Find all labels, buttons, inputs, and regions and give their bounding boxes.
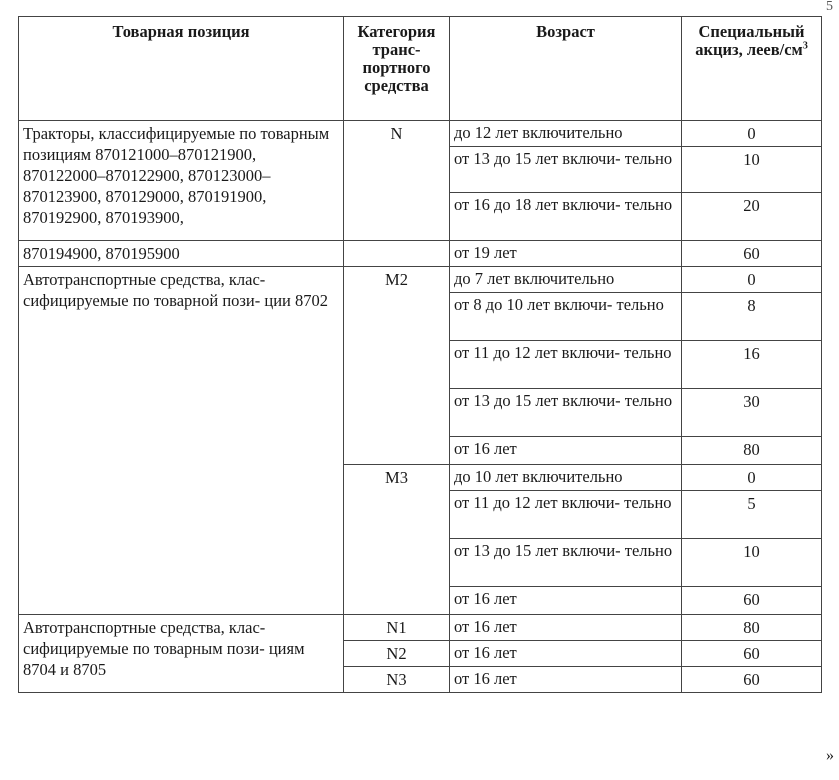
age-cell: от 16 лет — [450, 437, 682, 465]
category-cell-empty — [344, 241, 450, 267]
excise-value-cell: 8 — [682, 293, 822, 341]
closing-quote: » — [826, 747, 834, 764]
header-row — [19, 17, 822, 121]
excise-table — [18, 16, 822, 693]
age-cell: от 16 лет — [450, 587, 682, 615]
excise-value-cell: 0 — [682, 267, 822, 293]
page-number: 5 — [826, 0, 833, 14]
table-row — [19, 267, 822, 293]
category-cell: M2 — [344, 267, 450, 465]
excise-value-cell: 10 — [682, 147, 822, 193]
header-position: Товарная позиция — [19, 17, 344, 121]
age-cell: от 16 лет — [450, 667, 682, 693]
header-excise-text: Специальный акциз, леев/см — [695, 22, 805, 59]
age-cell: от 13 до 15 лет включи- тельно — [450, 539, 682, 587]
category-cell: M3 — [344, 465, 450, 615]
header-excise — [682, 17, 822, 121]
excise-value-cell: 60 — [682, 241, 822, 267]
table-row — [19, 121, 822, 147]
age-cell: до 12 лет включительно — [450, 121, 682, 147]
header-category-text: Категория транс- портного средства — [357, 22, 436, 95]
age-cell: от 8 до 10 лет включи- тельно — [450, 293, 682, 341]
age-cell: от 13 до 15 лет включи- тельно — [450, 147, 682, 193]
age-cell: до 7 лет включительно — [450, 267, 682, 293]
age-cell: от 16 лет — [450, 615, 682, 641]
excise-value-cell: 16 — [682, 341, 822, 389]
excise-value-cell: 60 — [682, 587, 822, 615]
category-cell: N3 — [344, 667, 450, 693]
excise-value-cell: 0 — [682, 465, 822, 491]
age-cell: от 19 лет — [450, 241, 682, 267]
age-cell: от 13 до 15 лет включи- тельно — [450, 389, 682, 437]
age-cell: от 11 до 12 лет включи- тельно — [450, 491, 682, 539]
position-cell: Автотранспортные средства, клас- сифицируемые по товарной пози- ции 8702 — [19, 267, 344, 615]
age-cell: от 11 до 12 лет включи- тельно — [450, 341, 682, 389]
excise-value-cell: 0 — [682, 121, 822, 147]
position-cell-continued: 870194900, 870195900 — [19, 241, 344, 267]
category-cell: N — [344, 121, 450, 241]
header-age: Возраст — [450, 17, 682, 121]
position-cell: Тракторы, классифицируемые по товарным позициям 870121000–870121900, 870122000–870122900, 870123000–870123900, 870129000, 870191900, 870192900, 870193900, — [19, 121, 344, 241]
excise-value-cell: 30 — [682, 389, 822, 437]
excise-value-cell: 60 — [682, 641, 822, 667]
position-cell: Автотранспортные средства, клас- сифицируемые по товарным пози- циям 8704 и 8705 — [19, 615, 344, 693]
age-cell: до 10 лет включительно — [450, 465, 682, 491]
excise-value-cell: 10 — [682, 539, 822, 587]
excise-value-cell: 20 — [682, 193, 822, 241]
excise-value-cell: 60 — [682, 667, 822, 693]
excise-value-cell: 80 — [682, 437, 822, 465]
header-excise-superscript: 3 — [802, 40, 808, 52]
category-cell: N2 — [344, 641, 450, 667]
category-cell: N1 — [344, 615, 450, 641]
table-row — [19, 241, 822, 267]
age-cell: от 16 до 18 лет включи- тельно — [450, 193, 682, 241]
header-category — [344, 17, 450, 121]
excise-value-cell: 5 — [682, 491, 822, 539]
excise-value-cell: 80 — [682, 615, 822, 641]
age-cell: от 16 лет — [450, 641, 682, 667]
table-row — [19, 615, 822, 641]
